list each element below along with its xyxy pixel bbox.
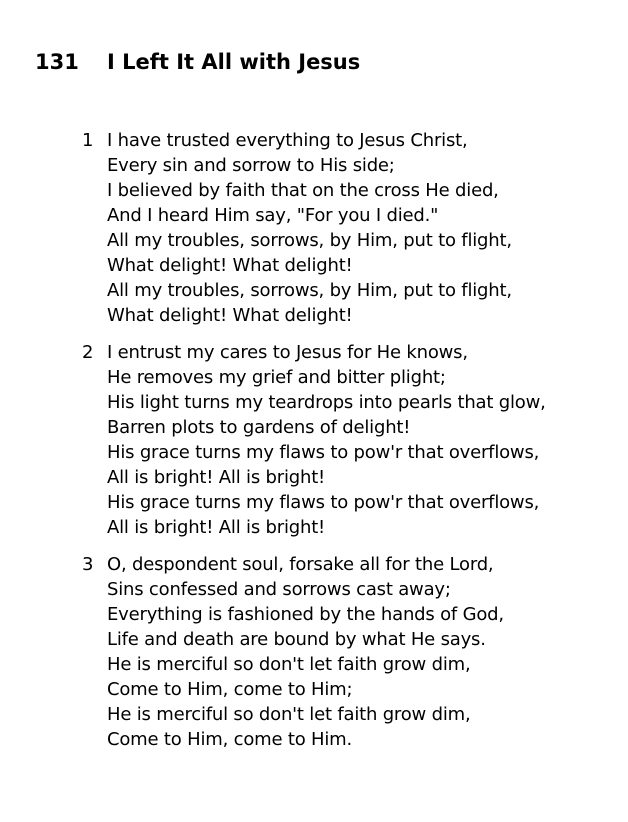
stanzas: [82, 128, 622, 764]
stanza-lines: [107, 128, 622, 328]
stanza-line: Sins confessed and sorrows cast away;: [107, 579, 451, 600]
hymn-header: [35, 47, 360, 77]
stanza-line: All my troubles, sorrows, by Him, put to flight,: [107, 280, 512, 301]
stanza-line: He removes my grief and bitter plight;: [107, 367, 446, 388]
stanza-line: Life and death are bound by what He says.: [107, 629, 486, 650]
stanza-3: [82, 552, 622, 752]
stanza-line: He is merciful so don't let faith grow dim,: [107, 654, 471, 675]
stanza-line: All is bright! All is bright!: [107, 517, 326, 538]
stanza-number: 1: [82, 130, 94, 151]
stanza-line: His grace turns my flaws to pow'r that overflows,: [107, 492, 540, 513]
stanza-line: What delight! What delight!: [107, 255, 353, 276]
stanza-number: 3: [82, 554, 94, 575]
stanza-lines: [107, 552, 622, 752]
stanza-line: Every sin and sorrow to His side;: [107, 155, 395, 176]
stanza-line: I believed by faith that on the cross He died,: [107, 180, 499, 201]
hymn-title: I Left It All with Jesus: [107, 50, 361, 74]
stanza-line: I entrust my cares to Jesus for He knows,: [107, 342, 468, 363]
stanza-line: Barren plots to gardens of delight!: [107, 417, 411, 438]
stanza-line: His light turns my teardrops into pearls that glow,: [107, 392, 546, 413]
stanza-line: What delight! What delight!: [107, 305, 353, 326]
stanza-lines: [107, 340, 622, 540]
stanza-1: [82, 128, 622, 328]
stanza-line: Come to Him, come to Him;: [107, 679, 353, 700]
stanza-number: 2: [82, 342, 94, 363]
stanza-line: I have trusted everything to Jesus Christ,: [107, 130, 468, 151]
stanza-line: Everything is fashioned by the hands of God,: [107, 604, 504, 625]
stanza-line: He is merciful so don't let faith grow dim,: [107, 704, 471, 725]
stanza-line: Come to Him, come to Him.: [107, 729, 353, 750]
stanza-line: His grace turns my flaws to pow'r that overflows,: [107, 442, 540, 463]
hymn-number: 131: [35, 50, 79, 74]
stanza-line: All my troubles, sorrows, by Him, put to flight,: [107, 230, 512, 251]
stanza-line: All is bright! All is bright!: [107, 467, 326, 488]
stanza-line: And I heard Him say, "For you I died.": [107, 205, 439, 226]
stanza-2: [82, 340, 622, 540]
stanza-line: O, despondent soul, forsake all for the Lord,: [107, 554, 494, 575]
